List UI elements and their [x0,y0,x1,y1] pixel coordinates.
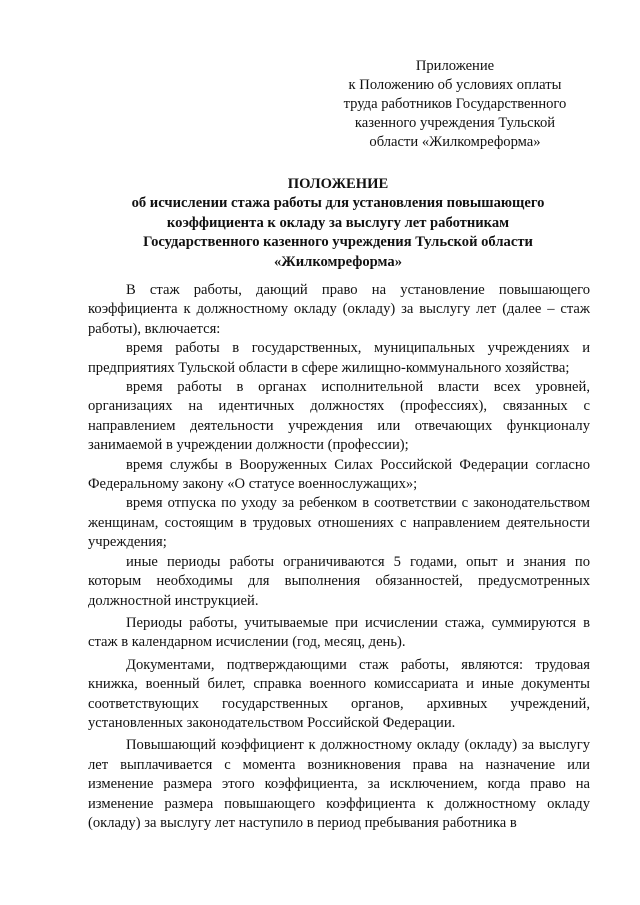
appendix-line: Приложение [415,58,495,74]
body-paragraph: иные периоды работы ограничиваются 5 годами, опыт и знания по которым необходимы для выполнения обязанностей, предусмотренных должностной инструкцией. [88,553,590,609]
appendix-line: к Положению об условиях оплаты [348,77,562,93]
document-title [88,175,588,272]
body-paragraph: время службы в Вооруженных Силах Российской Федерации согласно Федеральному закону «О статусе военнослужащих»; [88,456,590,493]
body-paragraph: В стаж работы, дающий право на установление повышающего коэффициента к должностному окладу (окладу) за выслугу лет (далее – стаж работы), включается: [88,282,590,337]
title-subtitle-line: Государственного казенного учреждения Тульской области [143,234,533,251]
appendix-note [300,57,610,152]
body-paragraph: Периоды работы, учитываемые при исчислении стажа, суммируются в стаж в календарном исчислении (год, месяц, день). [88,614,590,651]
body-paragraph: время работы в органах исполнительной власти всех уровней, организациях на идентичных должностях (профессиях), связанных с направлением деятельности учреждения или отвечающих функционалу занимаемой в учреждении должности (профессии); [88,379,590,454]
document-body [88,281,590,833]
title-subtitle-line: «Жилкомреформа» [274,253,402,270]
title-subtitle-line: об исчислении стажа работы для установления повышающего [131,195,545,212]
appendix-line: труда работников Государственного [343,96,567,112]
title-subtitle-line: коэффициента к окладу за выслугу лет работникам [166,214,510,231]
body-paragraph: Документами, подтверждающими стаж работы, являются: трудовая книжка, военный билет, справка военного комиссариата и иные документы соответствующих государственных органов, архивных учреждений, установленных законодательством Российской Федерации. [88,656,590,731]
appendix-line: области «Жилкомреформа» [369,134,541,150]
body-paragraph: время работы в государственных, муниципальных учреждениях и предприятиях Тульской области в сфере жилищно-коммунального хозяйства; [88,340,590,376]
body-paragraph: время отпуска по уходу за ребенком в соответствии с законодательством женщинам, состоящим в трудовых отношениях с направлением деятельности учреждения; [88,495,590,551]
title-heading: ПОЛОЖЕНИЕ [287,176,389,192]
body-paragraph: Повышающий коэффициент к должностному окладу (окладу) за выслугу лет выплачивается с момента возникновения права на назначение или изменение размера этого коэффициента, за исключением, когда право на изменение размера повышающего коэффициента к должностному окладу (окладу) за выслугу лет наступило в период пребывания работника в [88,737,590,831]
appendix-line: казенного учреждения Тульской [354,115,556,131]
